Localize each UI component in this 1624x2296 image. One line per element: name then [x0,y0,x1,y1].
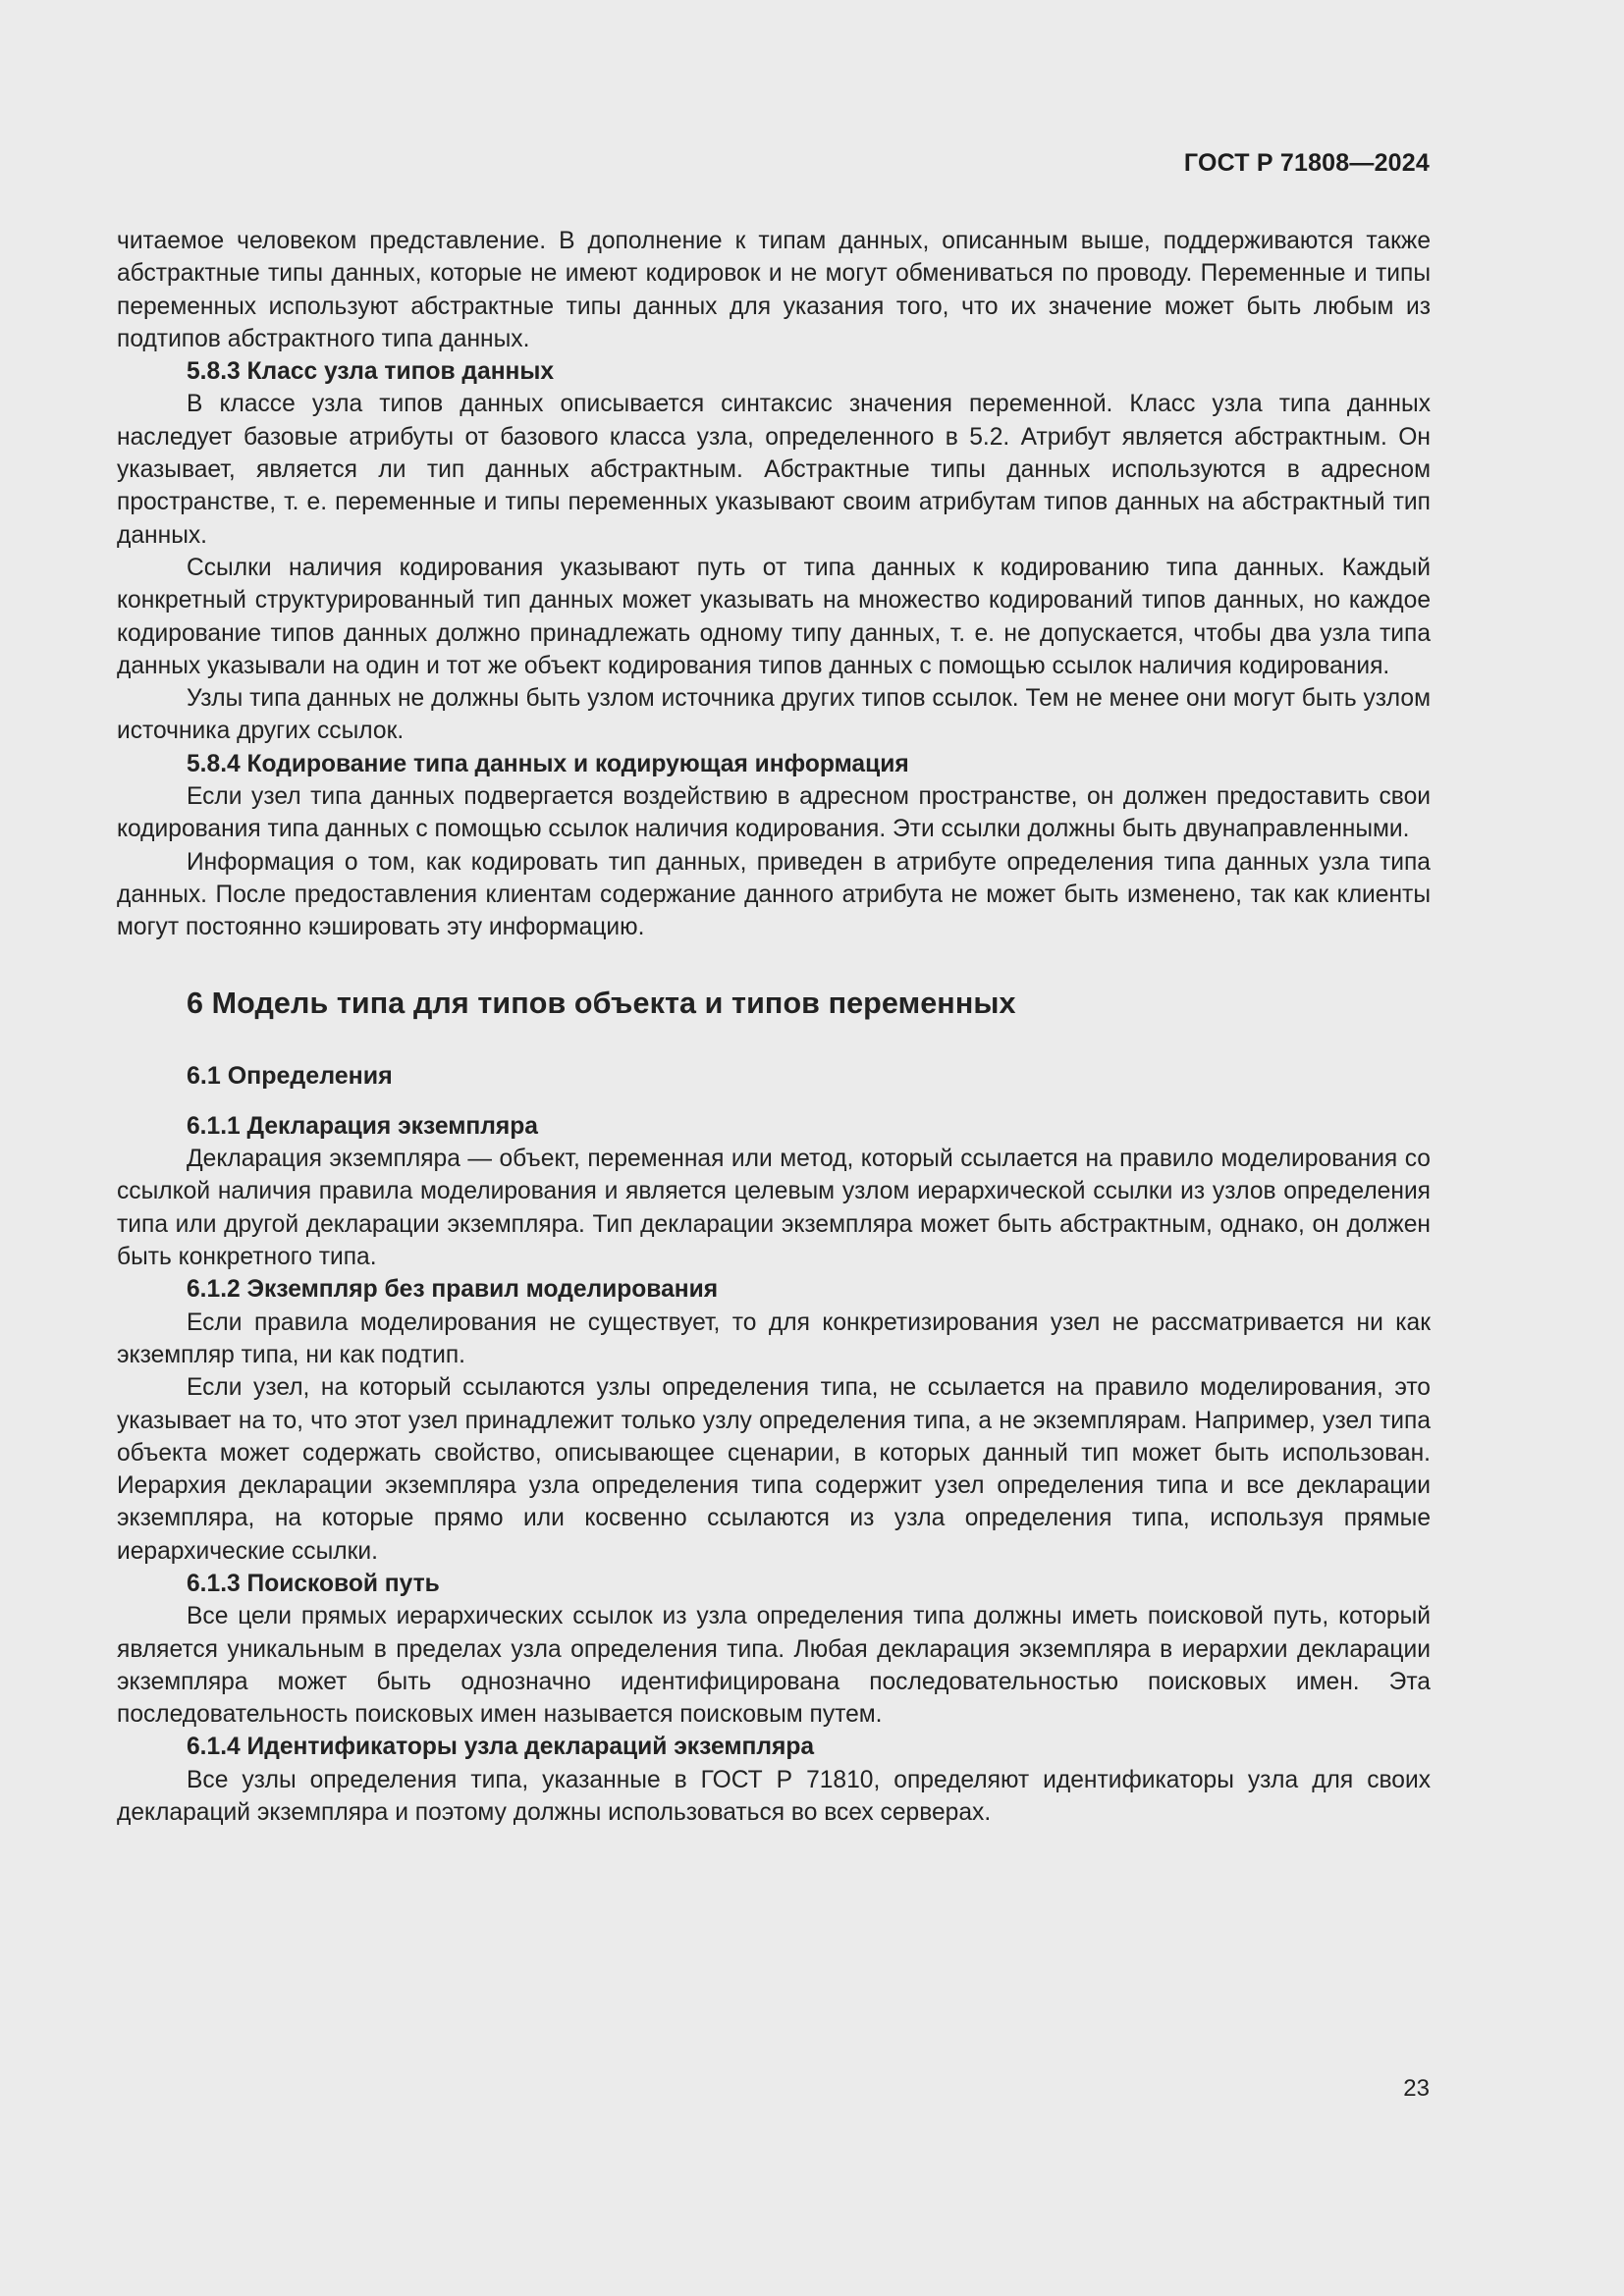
paragraph: Узлы типа данных не должны быть узлом источника других типов ссылок. Тем не менее они могут быть узлом источника других ссылок. [117,685,1431,745]
section-heading-6-1: 6.1 Определения [187,1061,393,1090]
paragraph: Информация о том, как кодировать тип данных, приведен в атрибуте определения типа данных узла типа данных. После предоставления клиентам содержание данного атрибута не может быть изменено, так как клиенты могут постоянно кэшировать эту информацию. [117,848,1431,941]
paragraph: В классе узла типов данных описывается синтаксис значения переменной. Класс узла типа данных наследует базовые атрибуты от базового класса узла, определенного в 5.2. Атрибут является абстрактным. Он указывает, является ли тип данных абстрактным. Абстрактные типы данных используются в адресном пространстве, т. е. переменные и типы переменных указывают своим атрибутам типов данных на абстрактный тип данных. [117,391,1431,549]
section-heading-6-1-3: 6.1.3 Поисковой путь [187,1570,440,1597]
paragraph: Если правила моделирования не существует, то для конкретизирования узел не рассматривается ни как экземпляр типа, ни как подтип. [117,1308,1431,1368]
section-heading-6-1-1: 6.1.1 Декларация экземпляра [187,1112,538,1140]
chapter-heading-6: 6 Модель типа для типов объекта и типов переменных [187,986,1016,1020]
paragraph: Все цели прямых иерархических ссылок из узла определения типа должны иметь поисковой путь, который является уникальным в пределах узла определения типа. Любая декларация экземпляра в иерархии декларации экземпляра может быть однозначно идентифицирована последовательностью поисковых имен. Эта последовательность поисковых имен называется поисковым путем. [117,1603,1431,1729]
paragraph: Все узлы определения типа, указанные в ГОСТ Р 71810, определяют идентификаторы узла для своих деклараций экземпляра и поэтому должны использоваться во всех серверах. [117,1766,1431,1827]
paragraph: Ссылки наличия кодирования указывают путь от типа данных к кодированию типа данных. Каждый конкретный структурированный тип данных может указывать на множество кодирований типов данных, но каждое кодирование типов данных должно принадлежать одному типу данных, т. е. не допускается, чтобы два узла типа данных указывали на один и тот же объект кодирования типов данных с помощью ссылок наличия кодирования. [117,554,1431,679]
section-heading-6-1-2: 6.1.2 Экземпляр без правил моделирования [187,1276,719,1304]
paragraph: Декларация экземпляра — объект, переменная или метод, который ссылается на правило моделирования со ссылкой наличия правила моделирования и является целевым узлом иерархической ссылки из узлов определения типа или другой декларации экземпляра. Тип декларации экземпляра может быть абстрактным, однако, он должен быть конкретного типа. [117,1146,1431,1271]
page-number: 23 [1403,2075,1430,2102]
paragraph: Если узел типа данных подвергается воздействию в адресном пространстве, он должен предоставить свои кодирования типа данных с помощью ссылок наличия кодирования. Эти ссылки должны быть двунаправленными. [117,783,1431,843]
page-body [117,225,1431,1829]
paragraph: Если узел, на который ссылаются узлы определения типа, не ссылается на правило моделирования, это указывает на то, что этот узел принадлежит только узлу определения типа, а не экземплярам. Например, узел типа объекта может содержать свойство, описывающее сценарии, в которых данный тип может быть использован. Иерархия декларации экземпляра узла определения типа содержит узел определения типа и все декларации экземпляра, на которые прямо или косвенно ссылаются из узла определения типа, используя прямые иерархические ссылки. [117,1374,1431,1565]
paragraph: читаемое человеком представление. В дополнение к типам данных, описанным выше, поддерживаются также абстрактные типы данных, которые не имеют кодировок и не могут обмениваться по проводу. Переменные и типы переменных используют абстрактные типы данных для указания того, что их значение может быть любым из подтипов абстрактного типа данных. [117,228,1431,352]
section-heading-5-8-3: 5.8.3 Класс узла типов данных [187,358,555,386]
section-heading-5-8-4: 5.8.4 Кодирование типа данных и кодирующая информация [187,750,909,777]
section-heading-6-1-4: 6.1.4 Идентификаторы узла деклараций экземпляра [187,1734,815,1761]
document-code: ГОСТ Р 71808—2024 [1183,149,1430,177]
